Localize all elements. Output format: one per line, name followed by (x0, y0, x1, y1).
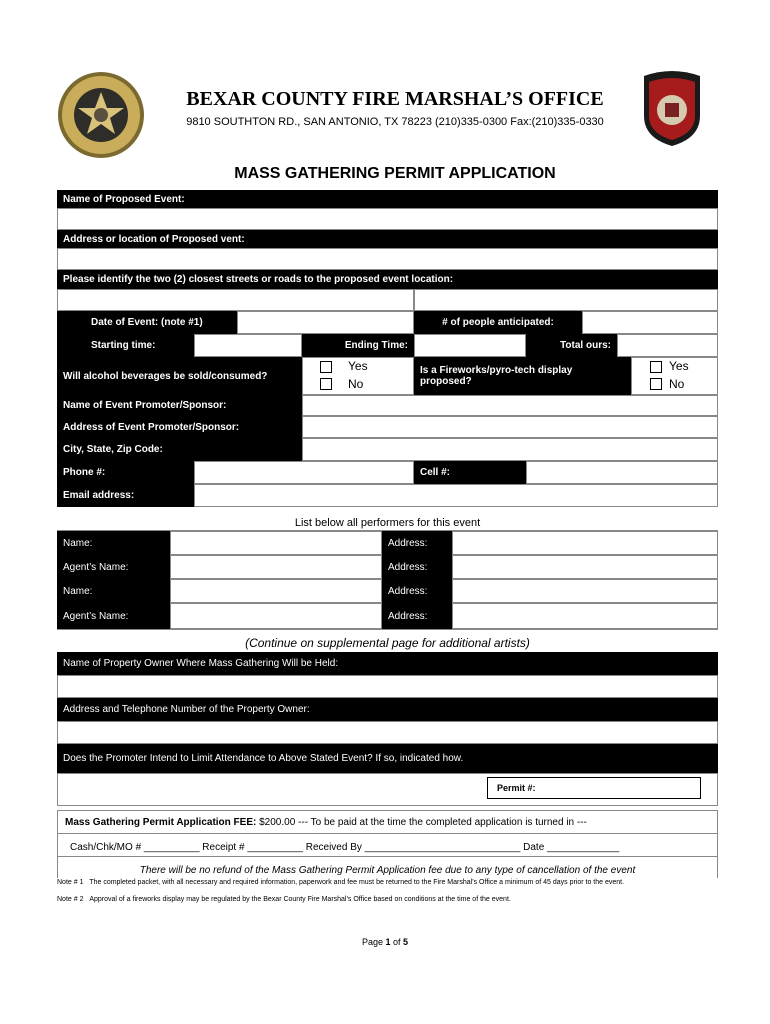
performer-row-4-left-field[interactable] (170, 603, 382, 629)
payment-line: Cash/Chk/MO # __________ Receipt # __________ Received By ____________________________ Date _____________ (70, 842, 620, 853)
alcohol-no-checkbox[interactable] (320, 378, 332, 390)
permit-number-label: Permit #: (497, 783, 536, 793)
streets-label: Please identify the two (2) closest streets or roads to the proposed event location: (57, 270, 718, 289)
email-label: Email address: (57, 484, 194, 507)
date-label: Date of Event: (note #1) (57, 311, 237, 334)
performer-row-4-right-label: Address: (382, 603, 452, 629)
promoter-address-field[interactable] (302, 416, 718, 438)
performer-row-2-left-label: Agent’s Name: (57, 555, 170, 579)
performer-row-4-left-label: Agent’s Name: (57, 603, 170, 629)
property-owner-label: Name of Property Owner Where Mass Gathering Will be Held: (57, 652, 718, 675)
performer-row-3-left-field[interactable] (170, 579, 382, 603)
performer-row-1-right-label: Address: (382, 531, 452, 555)
event-address-label: Address or location of Proposed vent: (57, 230, 718, 248)
fireworks-no-checkbox[interactable] (650, 378, 662, 390)
total-hours-field[interactable] (617, 334, 718, 357)
property-owner-field[interactable] (57, 675, 718, 698)
fireworks-yes-label: Yes (669, 359, 689, 373)
fee-divider (57, 810, 718, 811)
end-time-field[interactable] (414, 334, 526, 357)
limit-attendance-label: Does the Promoter Intend to Limit Attendance to Above Stated Event? If so, indicated how. (57, 744, 718, 773)
phone-label: Phone #: (57, 461, 194, 484)
note-2 (57, 896, 737, 903)
cell-label: Cell #: (414, 461, 526, 484)
event-name-label: Name of Proposed Event: (57, 190, 718, 208)
street-1-field[interactable] (57, 289, 414, 311)
performer-row-2-right-label: Address: (382, 555, 452, 579)
performer-row-3-right-label: Address: (382, 579, 452, 603)
date-field[interactable] (237, 311, 414, 334)
city-state-zip-field[interactable] (302, 438, 718, 461)
people-field[interactable] (582, 311, 718, 334)
alcohol-yes-label: Yes (348, 359, 368, 373)
performer-row-2-left-field[interactable] (170, 555, 382, 579)
fire-marshal-seal-left (56, 70, 146, 160)
fee-line (65, 817, 587, 828)
page-prefix: Page (361, 937, 386, 947)
performer-row-1-left-label: Name: (57, 531, 170, 555)
event-address-field[interactable] (57, 248, 718, 270)
performer-row-3-right-field[interactable] (452, 579, 718, 603)
end-time-label: Ending Time: (302, 334, 414, 357)
total-hours-label: Total ours: (526, 334, 617, 357)
alcohol-yes-checkbox[interactable] (320, 361, 332, 373)
people-label: # of people anticipated: (414, 311, 582, 334)
performer-row-2-right-field[interactable] (452, 555, 718, 579)
phone-field[interactable] (194, 461, 414, 484)
performer-row-1-right-field[interactable] (452, 531, 718, 555)
start-time-label: Starting time: (57, 334, 194, 357)
cell-field[interactable] (526, 461, 718, 484)
fireworks-no-label: No (669, 377, 685, 391)
note-1-text: The completed packet, with all necessary and required information, paperwork and fee must be returned to the Fire Marshal’s Office a minimum of 45 days prior to the event. (89, 879, 625, 886)
page-of: of (390, 937, 404, 947)
payment-bottom-divider (57, 856, 718, 857)
fee-label: Mass Gathering Permit Application FEE: (65, 817, 257, 828)
city-state-zip-label: City, State, Zip Code: (57, 438, 302, 461)
promoter-address-label: Address of Event Promoter/Sponsor: (57, 416, 302, 438)
alcohol-no-label: No (348, 377, 364, 391)
fireworks-yes-checkbox[interactable] (650, 361, 662, 373)
note-1 (57, 879, 737, 886)
office-title: BEXAR COUNTY FIRE MARSHAL’S OFFICE (186, 88, 604, 110)
continue-note: (Continue on supplemental page for additional artists) (245, 636, 530, 650)
owner-address-field[interactable] (57, 721, 718, 744)
form-left-border (57, 810, 58, 878)
street-2-field[interactable] (414, 289, 718, 311)
email-field[interactable] (194, 484, 718, 507)
refund-note: There will be no refund of the Mass Gathering Permit Application fee due to any type of cancellation of the event (139, 865, 636, 876)
page-total: 5 (403, 937, 409, 947)
promoter-name-label: Name of Event Promoter/Sponsor: (57, 395, 302, 416)
fire-marshal-patch-right (638, 70, 706, 148)
fee-text: $200.00 --- To be paid at the time the completed application is turned in --- (256, 817, 587, 828)
office-address-line: 9810 SOUTHTON RD., SAN ANTONIO, TX 78223 (210)335-0300 Fax:(210)335-0330 (186, 116, 604, 128)
note-1-label: Note # 1 (57, 879, 84, 886)
alcohol-label: Will alcohol beverages be sold/consumed? (57, 357, 302, 395)
performer-row-1-left-field[interactable] (170, 531, 382, 555)
performer-row-3-left-label: Name: (57, 579, 170, 603)
payment-divider (57, 833, 718, 834)
owner-address-label: Address and Telephone Number of the Property Owner: (57, 698, 718, 721)
note-2-label: Note # 2 (57, 896, 84, 903)
start-time-field[interactable] (194, 334, 302, 357)
fireworks-label: Is a Fireworks/pyro-tech display proposed? (414, 357, 631, 395)
performers-heading: List below all performers for this event (294, 517, 481, 529)
form-title: MASS GATHERING PERMIT APPLICATION (234, 165, 556, 182)
page-current: 1 (385, 937, 391, 947)
event-name-field[interactable] (57, 208, 718, 230)
promoter-name-field[interactable] (302, 395, 718, 416)
note-2-text: Approval of a fireworks display may be regulated by the Bexar County Fire Marshal’s Office based on conditions at the time of the event. (89, 896, 511, 903)
form-right-border (717, 810, 718, 878)
page-number (335, 937, 435, 947)
performer-row-4-right-field[interactable] (452, 603, 718, 629)
